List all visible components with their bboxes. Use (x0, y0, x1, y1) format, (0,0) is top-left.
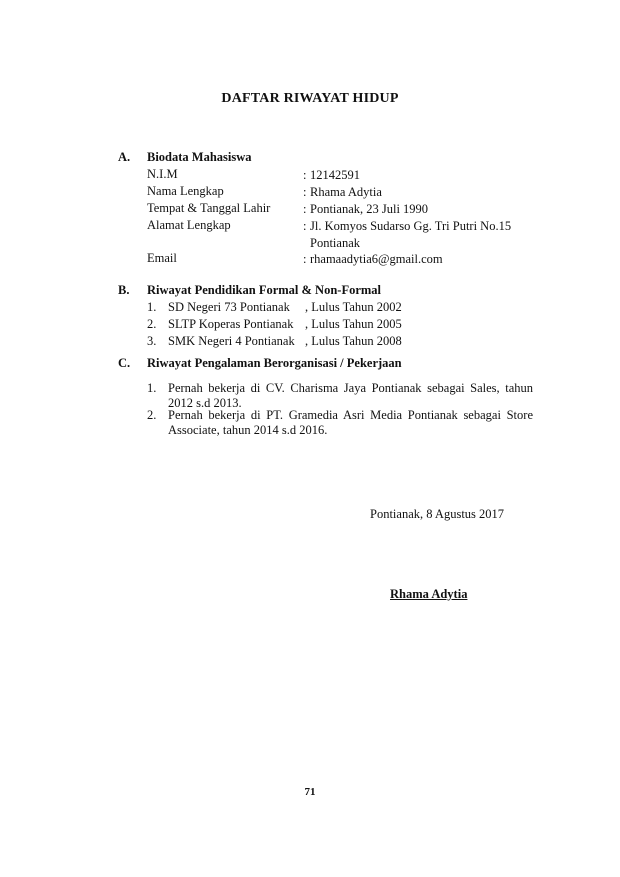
biodata-value: : Jl. Komyos Sudarso Gg. Tri Putri No.15 Pontianak (303, 218, 543, 252)
biodata-value-text: rhamaadytia6@gmail.com (310, 252, 443, 266)
biodata-value-text: Pontianak, 23 Juli 1990 (310, 202, 429, 216)
section-b-letter: B. (118, 283, 130, 297)
biodata-value: : Rhama Adytia (303, 185, 382, 199)
biodata-label: Alamat Lengkap (147, 218, 231, 232)
page-title: DAFTAR RIWAYAT HIDUP (221, 91, 399, 106)
education-graduation: , Lulus Tahun 2002 (305, 300, 402, 314)
biodata-label: N.I.M (147, 167, 178, 181)
place-date: Pontianak, 8 Agustus 2017 (370, 507, 505, 521)
biodata-value-text: Rhama Adytia (310, 185, 382, 199)
experience-text: Pernah bekerja di CV. Charisma Jaya Pontianak sebagai Sales, tahun 2012 s.d 2013. (168, 381, 533, 410)
section-a-heading: Biodata Mahasiswa (147, 150, 252, 164)
education-graduation: , Lulus Tahun 2005 (305, 317, 402, 331)
section-a-letter: A. (118, 150, 131, 164)
experience-text: Pernah bekerja di PT. Gramedia Asri Media Pontianak sebagai Store Associate, tahun 2014 s.d 2016. (168, 408, 533, 437)
biodata-label: Nama Lengkap (147, 184, 224, 198)
signatory-name: Rhama Adytia (390, 587, 468, 601)
biodata-value-text-line2: Pontianak (310, 236, 360, 250)
biodata-value: : Pontianak, 23 Juli 1990 (303, 202, 429, 216)
list-number: 1. (147, 381, 157, 395)
education-school: SLTP Koperas Pontianak (168, 317, 294, 331)
list-number: 1. (147, 300, 157, 314)
section-c-letter: C. (118, 356, 131, 370)
section-b-heading: Riwayat Pendidikan Formal & Non-Formal (147, 283, 382, 297)
biodata-value-text: Jl. Komyos Sudarso Gg. Tri Putri No.15 (310, 219, 512, 233)
list-number: 2. (147, 408, 157, 422)
page-number: 71 (304, 786, 316, 798)
biodata-value-text: 12142591 (310, 168, 360, 182)
education-graduation: , Lulus Tahun 2008 (305, 334, 402, 348)
education-school: SMK Negeri 4 Pontianak (168, 334, 295, 348)
section-c-heading: Riwayat Pengalaman Berorganisasi / Pekerjaan (147, 356, 402, 370)
list-number: 3. (147, 334, 157, 348)
biodata-label: Email (147, 251, 177, 265)
education-school: SD Negeri 73 Pontianak (168, 300, 290, 314)
biodata-value: : rhamaadytia6@gmail.com (303, 252, 443, 266)
biodata-value: : 12142591 (303, 168, 360, 182)
list-number: 2. (147, 317, 157, 331)
biodata-label: Tempat & Tanggal Lahir (147, 201, 271, 215)
